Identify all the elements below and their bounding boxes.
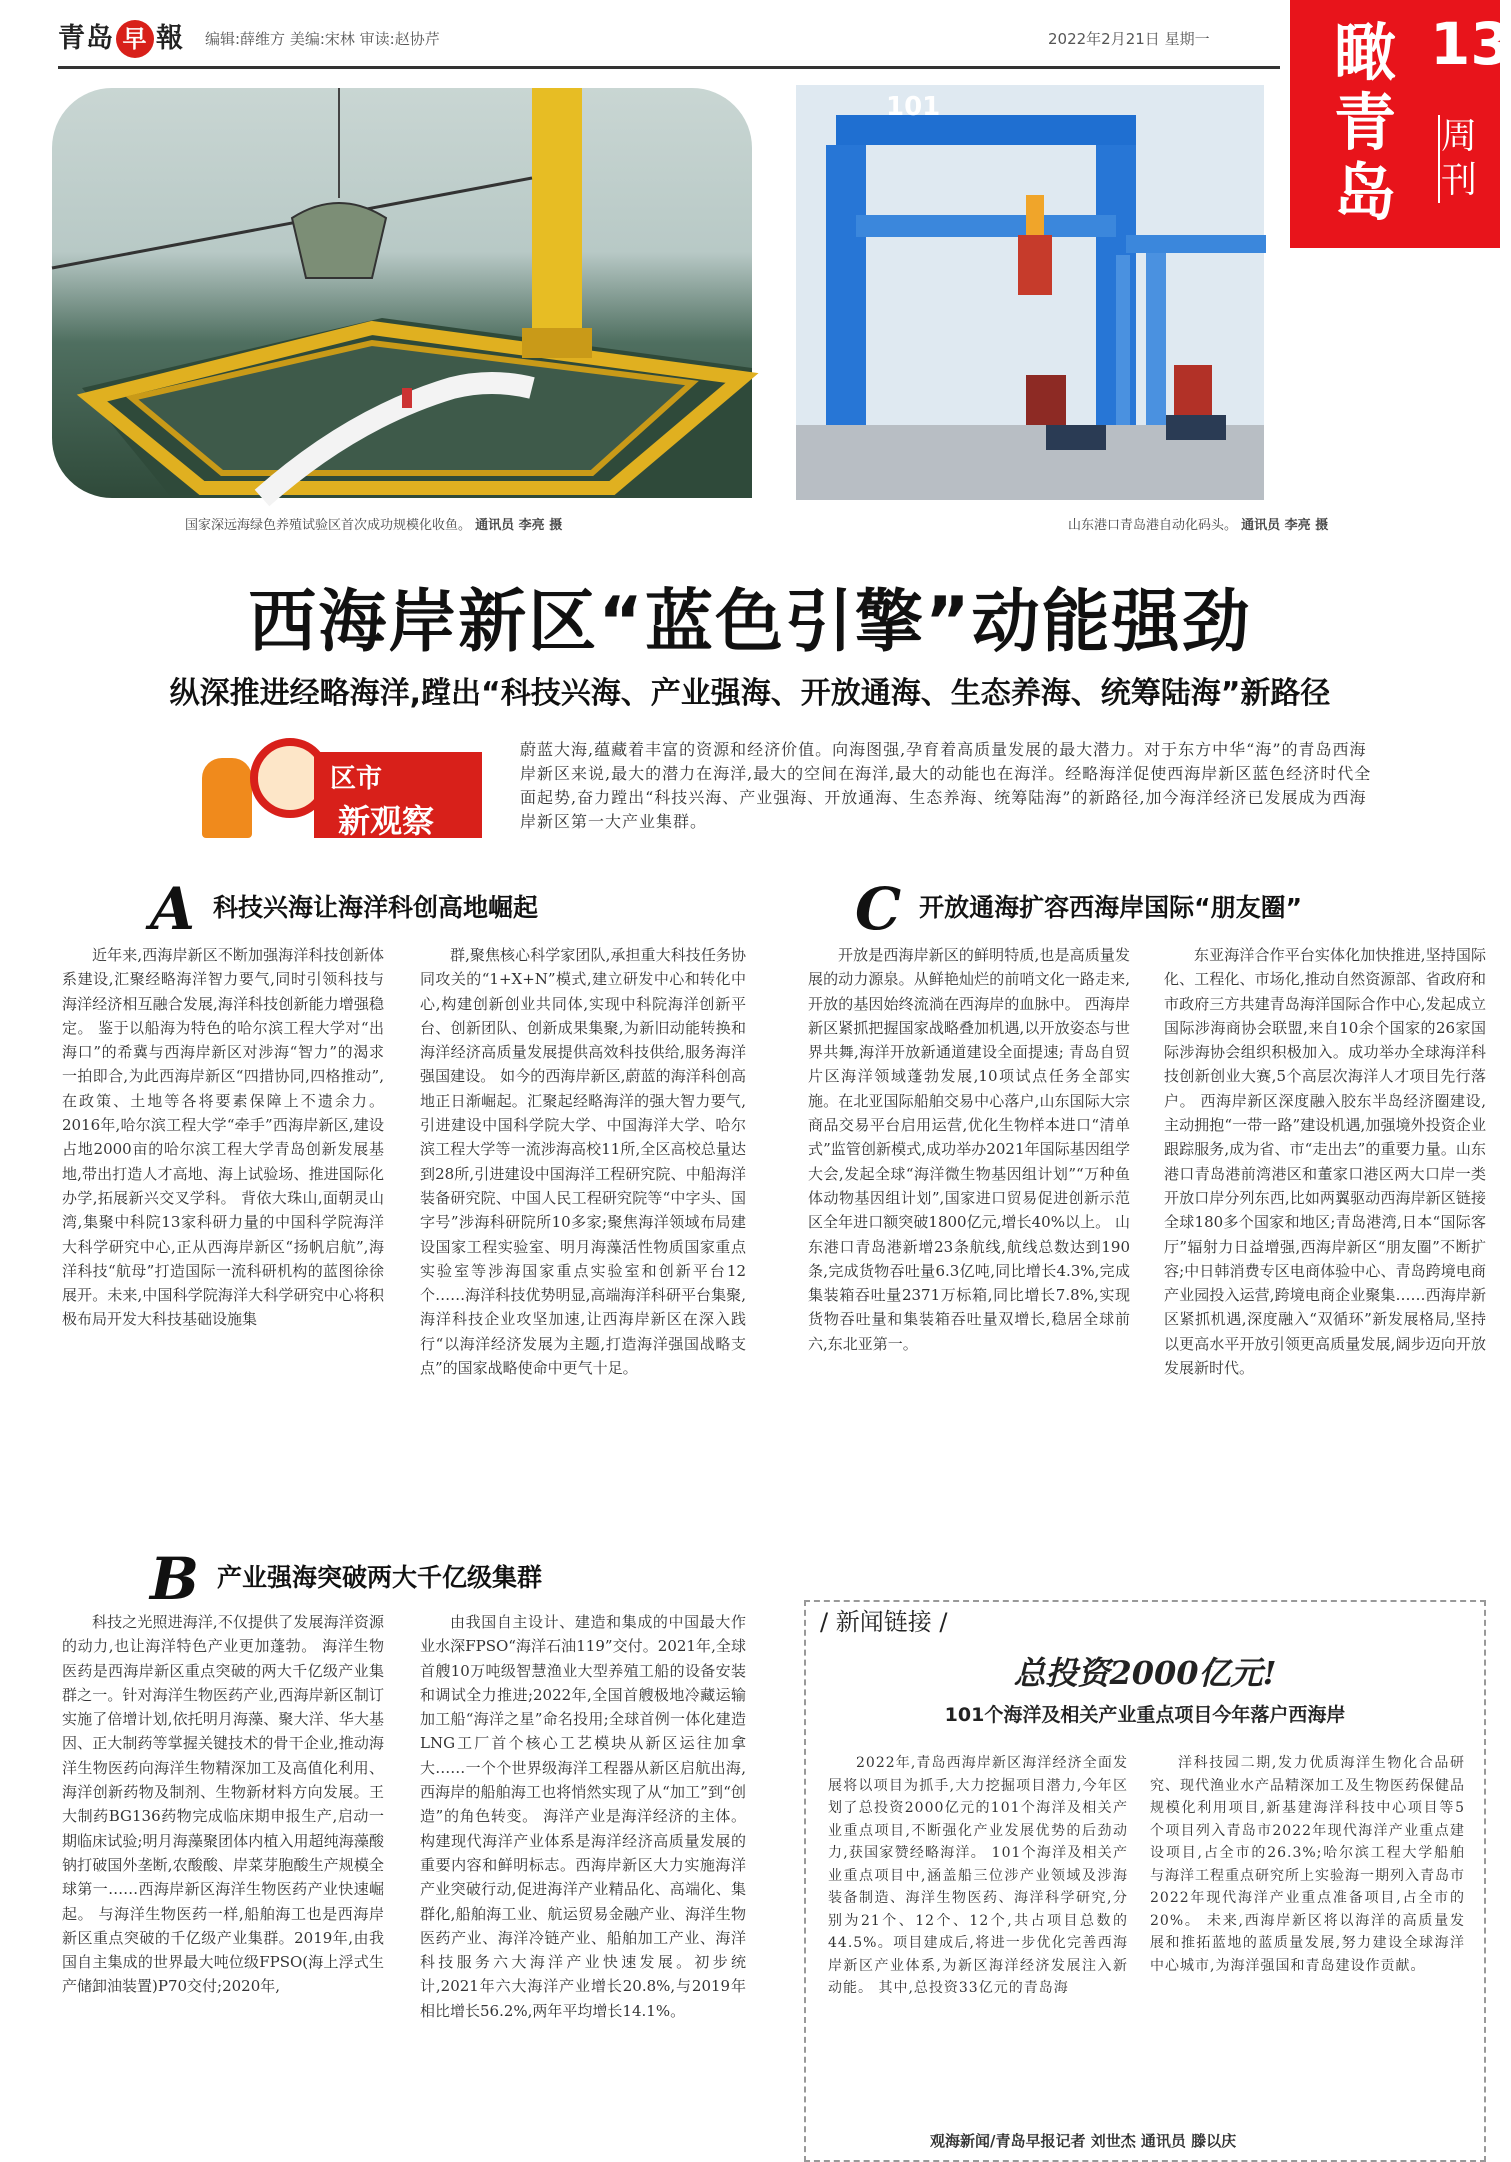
section-b-col2: 由我国自主设计、建造和集成的中国最大作业水深FPSO“海洋石油119”交付。2021年,全球首艘10万吨级智慧渔业大型养殖工船的设备安装和调试全力推进;2022年,全国首艘极地冷藏运输加工船“海洋之星”命名投用;全球首例一体化建造LNG工厂首个核心工艺模块从新区运往加拿大……一个个世界级海洋工程器从新区启航出海,西海岸的船舶海工也将悄然实现了从“加工”到“创造”的角色转变。 海洋产业是海洋经济的主体。构建现代海洋产业体系是海洋经济高质量发展的重要内容和鲜明标志。西海岸新区大力实施海洋产业突破行动,促进海洋产业精品化、高端化、集群化,船舶海工业、航运贸易金融产业、海洋生物医药产业、海洋冷链产业、船舶加工产业、海洋科技服务六大海洋产业快速发展。初步统计,2021年六大海洋产业增长20.8%,与2019年相比增长56.2%,两年平均增长14.1%。 xyxy=(420,1613,746,2020)
masthead-rule xyxy=(58,66,1280,69)
byline: 观海新闻/青岛早报记者 刘世杰 通讯员 滕以庆 xyxy=(930,2132,1237,2150)
intro-paragraph: 蔚蓝大海,蕴藏着丰富的资源和经济价值。向海图强,孕育着高质量发展的最大潜力。对于东方中华“海”的青岛西海岸新区来说,最大的潜力在海洋,最大的空间在海洋,最大的动能也在海洋。经略海洋促使西海岸新区蓝色经济时代全面起势,奋力蹚出“科技兴海、产业强海、开放通海、生态养海、统筹陆海”的新路径,加今海洋经济已发展成为西海岸新区第一大产业集群。 xyxy=(520,740,1372,831)
photo-caption-2: 山东港口青岛港自动化码头。 通讯员 李亮 摄 xyxy=(1068,518,1329,533)
section-c-heading: C开放通海扩容西海岸国际“朋友圈” xyxy=(855,875,1303,943)
page-number: 13 xyxy=(1430,10,1511,78)
section-type: 周刊 xyxy=(1438,115,1478,203)
masthead xyxy=(0,0,1500,64)
section-tab xyxy=(1290,0,1511,248)
section-c-col1: 开放是西海岸新区的鲜明特质,也是高质量发展的动力源泉。从鲜艳灿烂的前哨文化一路走来,开放的基因始终流淌在西海岸的血脉中。 西海岸新区紧抓把握国家战略叠加机遇,以开放姿态与世界共舞,海洋开放新通道建设全面提速; 青岛自贸片区海洋领域蓬勃发展,10项试点任务全部实施。在北亚国际船舶交易中心落户,山东国际大宗商品交易平台启用运营,优化生物样本进口“清单式”监管创新模式,成功举办2021年国际基因组学大会,发起全球“海洋微生物基因组计划”“万种鱼体动物基因组计划”,国家进口贸易促进创新示范区全年进口额突破1800亿元,增长40%以上。 山东港口青岛港新增23条航线,航线总数达到190条,完成货物吞吐量6.3亿吨,同比增长4.3%,完成集装箱吞吐量2371万标箱,同比增长7.8%,实现货物吞吐量和集装箱吞吐量双增长,稳居全球前六,东北亚第一。 xyxy=(808,946,1130,1353)
column-name: 区市 新观察 xyxy=(314,752,482,838)
port-cranes-photo xyxy=(796,85,1264,500)
section-a-col2: 群,聚焦核心科学家团队,承担重大科技任务协同攻关的“1+X+N”模式,建立研发中心和转化中心,构建创新创业共同体,实现中科院海洋创新平台、创新团队、创新成果集聚,为新旧动能转换和海洋经济高质量发展提供高效科技供给,服务海洋强国建设。 如今的西海岸新区,蔚蓝的海洋科创高地正日渐崛起。汇聚起经略海洋的强大智力要气,引进建设中国科学院大学、中国海洋大学、哈尔滨工程大学等一流涉海高校11所,全区高校总量达到28所,引进建设中国海洋工程研究院、中船海洋装备研究院、中国人民工程研究院等“中字头、国字号”涉海科研院所10多家;聚焦海洋领域布局建设国家工程实验室、明月海藻活性物质国家重点实验室等涉海国家重点实验室和创新平台12个……海洋科技优势明显,高端海洋科研平台集聚,海洋科技企业攻坚加速,让西海岸新区在深入践行“以海洋经济发展为主题,打造海洋强国战略支点”的国家战略使命中更气十足。 xyxy=(420,946,746,1378)
page-subheadline: 纵深推进经略海洋,蹚出“科技兴海、产业强海、开放通海、生态养海、统筹陆海”新路径 xyxy=(169,676,1331,711)
news-link-tag: / 新闻链接 / xyxy=(820,1608,948,1636)
news-link-title: 总投资2000亿元! xyxy=(1013,1654,1277,1692)
section-b-heading: B产业强海突破两大千亿级集群 xyxy=(150,1545,543,1613)
section-c-col2: 东亚海洋合作平台实体化加快推进,坚持国际化、工程化、市场化,推动自然资源部、省政府和市政府三方共建青岛海洋国际合作中心,发起成立国际涉海商协会联盟,来自10余个国家的26家国际涉海协会组织积极加入。成功举办全球海洋科技创新创业大赛,5个高层次海洋人才项目先行落户。 西海岸新区深度融入胶东半岛经济圈建设,主动拥抱“一带一路”建设机遇,加强境外投资企业跟踪服务,成为省、市“走出去”的重要力量。山东港口青岛港前湾港区和董家口港区两大口岸一类开放口岸分列东西,比如两翼驱动西海岸新区链接全球180多个国家和地区;青岛港湾,日本“国际客厅”辐射力日益增强,西海岸新区“朋友圈”不断扩容;中日韩消费专区电商体验中心、青岛跨境电商产业园投入运营,跨境电商企业聚集……西海岸新区紧抓机遇,深度融入“双循环”新发展格局,坚持以更高水平开放引领更高质量发展,阔步迈向开放发展新时代。 xyxy=(1164,946,1486,1378)
news-link-col2: 洋科技园二期,发力优质海洋生物化合品研究、现代渔业水产品精深加工及生物医药保健品规模化利用项目,新基建海洋科技中心项目等5个项目列入青岛市2022年现代海洋产业重点建设项目,占全市的26.3%;哈尔滨工程大学船舶与海洋工程重点研究所上实验海一期列入青岛市2022年现代海洋产业重点准备项目,占全市的20%。 未来,西海岸新区将以海洋的高质量发展和推拓蓝地的蓝质量发展,努力建设全球海洋中心城市,为海洋强国和青岛建设作贡献。 xyxy=(1150,1755,1465,1974)
section-a-col1: 近年来,西海岸新区不断加强海洋科技创新体系建设,汇聚经略海洋智力要气,同时引领科技与海洋经济相互融合发展,海洋科技创新能力增强稳定。 鉴于以船海为特色的哈尔滨工程大学对“出海口”的希冀与西海岸新区对涉海“智力”的渴求一拍即合,为此西海岸新区“四措协同,四格推动”,在政策、土地等各将要素保障上不遗余力。2016年,哈尔滨工程大学“牵手”西海岸新区,建设占地2000亩的哈尔滨工程大学青岛创新发展基地,带出打造人才高地、海上试验场、推进国际化办学,拓展新兴交叉学科。 背依大珠山,面朝灵山湾,集聚中科院13家科研力量的中国科学院海洋大科学研究中心,正从西海岸新区“扬帆启航”,海洋科技“航母”打造国际一流科研机构的蓝图徐徐展开。未来,中国科学院海洋大科学研究中心将积极布局开发大科技基础设施集 xyxy=(62,946,384,1329)
section-title: 瞰青岛 xyxy=(1333,16,1396,229)
section-a-heading: A科技兴海让海洋科创高地崛起 xyxy=(150,875,539,943)
section-b-col1: 科技之光照进海洋,不仅提供了发展海洋资源的动力,也让海洋特色产业更加蓬勃。 海洋生物医药是西海岸新区重点突破的两大千亿级产业集群之一。针对海洋生物医药产业,西海岸新区制订实施了倍增计划,依托明月海藻、聚大洋、华大基因、正大制药等掌握关键技术的骨干企业,推动海洋生物医药向海洋生物精深加工及高值化利用、海洋创新药物及制剂、生物新材料方向发展。王大制药BG136药物完成临床期申报生产,启动一期临床试验;明月海藻聚团体内植入用超纯海藻酸钠打破国外垄断,农酸酸、岸菜芽胞酸生产规模全球第一……西海岸新区海洋生物医药产业快速崛起。 与海洋生物医药一样,船舶海工也是西海岸新区重点突破的千亿级产业集群。2019年,由我国自主集成的世界最大吨位级FPSO(海上浮式生产储卸油装置)P70交付;2020年, xyxy=(62,1613,384,1996)
issue-date: 2022年2月21日 星期一 xyxy=(1048,30,1210,48)
news-link-col1: 2022年,青岛西海岸新区海洋经济全面发展将以项目为抓手,大力挖掘项目潜力,今年区划了总投资2000亿元的101个海洋及相关产业重点项目,不断强化产业发展优势的后劲动力,获国家赞经略海洋。 101个海洋及相关产业重点项目中,涵盖船三位涉产业领域及涉海装备制造、海洋生物医药、海洋科学研究,分别为21个、12个、12个,共占项目总数的44.5%。项目建成后,将进一步优化完善西海岸新区产业体系,为新区海洋经济发展注入新动能。 其中,总投资33亿元的青岛海 xyxy=(828,1755,1128,1996)
editor-credits: 编辑:薛维方 美编:宋林 审读:赵协芹 xyxy=(205,30,440,48)
photo-caption-1: 国家深远海绿色养殖试验区首次成功规模化收鱼。 通讯员 李亮 摄 xyxy=(185,518,563,533)
svg-text:101: 101 xyxy=(886,92,941,122)
reporter-figure-icon xyxy=(202,758,252,838)
page-headline: 西海岸新区“蓝色引擎”动能强劲 xyxy=(248,583,1252,662)
newspaper-logo: 青岛 早 報 xyxy=(58,16,184,58)
news-link-subtitle: 101个海洋及相关产业重点项目今年落户西海岸 xyxy=(944,1704,1346,1726)
ocean-farm-photo xyxy=(52,88,752,498)
column-badge xyxy=(192,738,482,842)
